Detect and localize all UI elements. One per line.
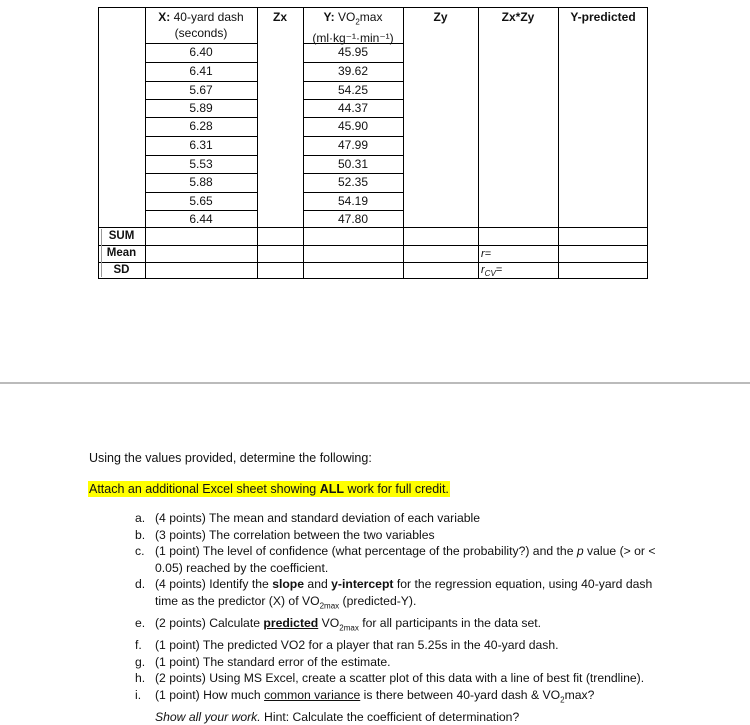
section-divider [0,382,750,384]
header-zxzy: Zx*Zy [501,10,535,24]
question-item: e. (2 points) Calculate predicted $VO_{2max}$ for all participants in the data set. [135,616,542,633]
x-value: 5.88 [189,175,213,189]
y-value: 54.25 [337,83,369,97]
x-value: 5.89 [189,101,213,115]
y-value: 54.19 [337,194,369,208]
y-value: 52.35 [337,175,369,189]
question-item: c. (1 point) The level of confidence (what percentage of the probability?) and the p value (> or < 0.05) reached by the coefficient. [135,544,656,575]
r-label: r= [481,248,492,260]
header-zy: Zy [433,10,448,24]
x-value: 6.28 [189,119,213,133]
question-item: a. (4 points) The mean and standard deviation of each variable [135,511,480,525]
x-value: 6.40 [189,45,213,59]
intro-text: Using the values provided, determine the following: [89,451,372,465]
question-item: d. (4 points) Identify the slope and y-intercept for the regression equation, using 40-yard dash time as the predictor (X) of $VO_{2max}$ (predicted-Y). [135,577,653,611]
header-zx: Zx [272,10,287,24]
x-column [145,7,257,227]
question-item: f. (1 point) The predicted VO2 for a player that ran 5.25s in the 40-yard dash. [135,638,559,653]
rcv-label: $r_{CV}=$ [481,264,503,279]
y-value: 45.95 [337,45,369,59]
y-value: 50.31 [337,157,369,171]
x-value: 6.31 [189,138,213,152]
row-label-sum: SUM [108,230,135,242]
x-value: 5.65 [189,194,213,208]
header-y: Y: $VO_2\max$ (ml·kg⁻¹·min⁻¹) [312,10,394,46]
row-label-mean: Mean [106,247,137,259]
y-value: 44.37 [337,101,369,115]
y-value: 47.99 [337,138,369,152]
x-value: 5.53 [189,157,213,171]
question-item: b. (3 points) The correlation between the two variables [135,527,435,542]
question-item: g. (1 point) The standard error of the estimate. [135,654,391,669]
y-value: 45.90 [337,119,369,133]
question-item: h. (2 points) Using MS Excel, create a scatter plot of this data with a line of best fit (trendline). [135,671,645,686]
data-table [98,7,648,279]
y-column [303,7,403,227]
x-value: 6.44 [189,212,213,226]
header-y-predicted: Y-predicted [570,10,636,24]
question-list [135,510,675,725]
y-value: 39.62 [337,64,369,78]
x-value: 6.41 [189,64,213,78]
row-label-sd: SD [113,264,130,276]
x-value: 5.67 [189,83,213,97]
attach-notice: Attach an additional Excel sheet showing ALL work for full credit. [89,482,449,496]
question-item: i. (1 point) How much common variance is there between 40-yard dash & $VO_2\max$? Show all your work. Hint: Calculate the coefficient of determination? [135,687,595,724]
header-x: X: 40-yard dash (seconds) [158,10,244,40]
y-value: 47.80 [337,212,369,226]
